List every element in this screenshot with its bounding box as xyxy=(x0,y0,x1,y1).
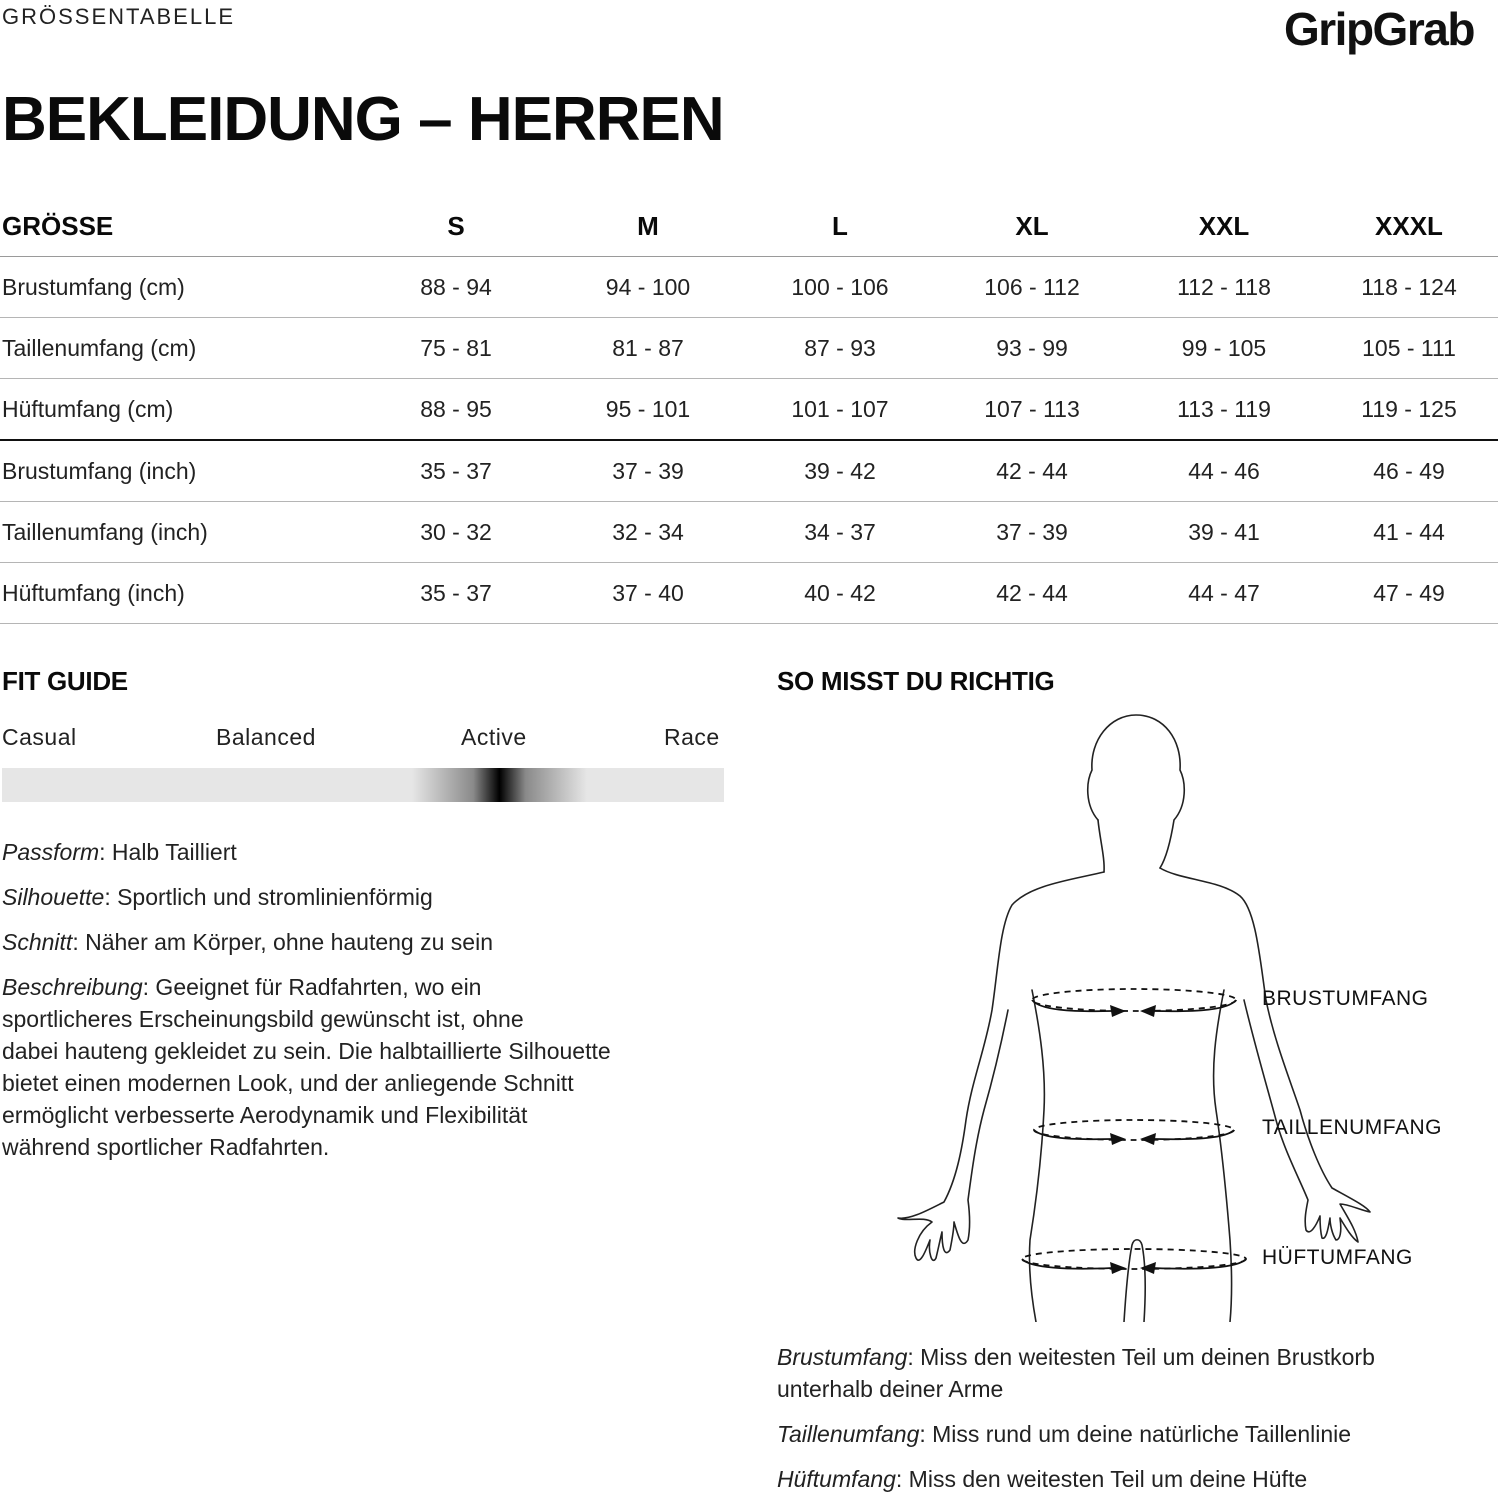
page-title: BEKLEIDUNG – HERREN xyxy=(2,85,724,154)
table-cell: 100 - 106 xyxy=(744,257,936,318)
description-line: während sportlicher Radfahrten. xyxy=(2,1134,330,1160)
row-label: Brustumfang (cm) xyxy=(0,257,360,318)
table-cell: 44 - 46 xyxy=(1128,440,1320,502)
table-cell: 112 - 118 xyxy=(1128,257,1320,318)
hip-arrow-right-icon xyxy=(1140,1262,1156,1274)
row-label: Taillenumfang (inch) xyxy=(0,502,360,563)
fit-scale-labels xyxy=(2,724,724,754)
table-cell: 46 - 49 xyxy=(1320,440,1498,502)
chest-measure-loop xyxy=(1032,989,1236,1011)
description-line: sportlicheres Erscheinungsbild gewünscht ist, ohne xyxy=(2,1006,524,1032)
table-cell: 88 - 94 xyxy=(360,257,552,318)
table-cell: 99 - 105 xyxy=(1128,318,1320,379)
brand-logo: GripGrab xyxy=(1284,3,1474,55)
note-term: Hüftumfang xyxy=(777,1466,896,1492)
row-label: Taillenumfang (cm) xyxy=(0,318,360,379)
table-row xyxy=(0,318,1498,379)
page-kicker: GRÖSSENTABELLE xyxy=(2,4,235,29)
table-cell: 35 - 37 xyxy=(360,563,552,624)
table-row xyxy=(0,379,1498,441)
row-label: Hüftumfang (inch) xyxy=(0,563,360,624)
table-cell: 101 - 107 xyxy=(744,379,936,441)
fit-guide-heading: FIT GUIDE xyxy=(2,666,128,696)
fit-scale-active: Active xyxy=(461,724,527,750)
table-cell: 87 - 93 xyxy=(744,318,936,379)
note-line: : Miss rund um deine natürliche Taillenlinie xyxy=(919,1421,1352,1447)
table-cell: 30 - 32 xyxy=(360,502,552,563)
description-line: : Geeignet für Radfahrten, wo ein xyxy=(142,974,482,1000)
detail-text: : Sportlich und stromlinienförmig xyxy=(104,884,433,910)
waist-arrow-left-line xyxy=(1034,1130,1112,1139)
table-cell: 32 - 34 xyxy=(552,502,744,563)
description-line: ermöglicht verbesserte Aerodynamik und Flexibilität xyxy=(2,1102,528,1128)
detail-text: : Halb Tailliert xyxy=(99,839,237,865)
size-header: M xyxy=(552,196,744,257)
torso-right-outline xyxy=(1160,868,1370,1242)
measure-heading: SO MISST DU RICHTIG xyxy=(777,666,1055,696)
table-row xyxy=(0,257,1498,318)
torso-left-outline xyxy=(898,872,1104,1260)
waist-arrow-right-icon xyxy=(1140,1133,1156,1145)
waist-arrow-left-icon xyxy=(1110,1133,1126,1145)
description-line: dabei hauteng gekleidet zu sein. Die halbtaillierte Silhouette xyxy=(2,1038,611,1064)
measure-note-hip xyxy=(777,1463,1307,1495)
chest-arrow-left-icon xyxy=(1110,1005,1126,1017)
table-cell: 93 - 99 xyxy=(936,318,1128,379)
size-header: XXL xyxy=(1128,196,1320,257)
table-cell: 35 - 37 xyxy=(360,440,552,502)
row-label: Brustumfang (inch) xyxy=(0,440,360,502)
size-header: XXXL xyxy=(1320,196,1498,257)
note-term: Brustumfang xyxy=(777,1344,908,1370)
size-corner-header: GRÖSSE xyxy=(0,196,360,257)
torso-right-side xyxy=(1214,990,1232,1322)
table-cell: 105 - 111 xyxy=(1320,318,1498,379)
note-line: unterhalb deiner Arme xyxy=(777,1376,1004,1402)
size-header: S xyxy=(360,196,552,257)
waist-measure-loop xyxy=(1034,1120,1234,1140)
table-cell: 95 - 101 xyxy=(552,379,744,441)
table-cell: 39 - 42 xyxy=(744,440,936,502)
table-row xyxy=(0,563,1498,624)
table-cell: 75 - 81 xyxy=(360,318,552,379)
size-table xyxy=(0,196,1498,624)
chest-arrow-right-icon xyxy=(1140,1005,1156,1017)
table-row xyxy=(0,502,1498,563)
table-cell: 94 - 100 xyxy=(552,257,744,318)
table-cell: 106 - 112 xyxy=(936,257,1128,318)
table-cell: 119 - 125 xyxy=(1320,379,1498,441)
table-cell: 44 - 47 xyxy=(1128,563,1320,624)
size-header-row xyxy=(0,196,1498,257)
fit-description xyxy=(2,971,722,1163)
table-cell: 40 - 42 xyxy=(744,563,936,624)
hip-arrow-left-icon xyxy=(1110,1262,1126,1274)
detail-term: Beschreibung xyxy=(2,974,143,1000)
detail-term: Silhouette xyxy=(2,884,105,910)
table-cell: 42 - 44 xyxy=(936,440,1128,502)
fit-detail-silhouette xyxy=(2,881,433,913)
hip-measure-loop xyxy=(1022,1249,1246,1269)
size-header: L xyxy=(744,196,936,257)
fit-scale-marker xyxy=(412,768,587,802)
table-cell: 42 - 44 xyxy=(936,563,1128,624)
table-cell: 37 - 39 xyxy=(936,502,1128,563)
table-cell: 37 - 39 xyxy=(552,440,744,502)
row-label: Hüftumfang (cm) xyxy=(0,379,360,441)
fit-scale-race: Race xyxy=(664,724,720,750)
note-line: : Miss den weitesten Teil um deine Hüfte xyxy=(895,1466,1308,1492)
detail-term: Passform xyxy=(2,839,100,865)
measure-note-chest xyxy=(777,1341,1477,1405)
fit-scale-bar xyxy=(2,768,724,802)
table-row xyxy=(0,440,1498,502)
table-cell: 81 - 87 xyxy=(552,318,744,379)
detail-term: Schnitt xyxy=(2,929,73,955)
waist-measure-label: TAILLENUMFANG xyxy=(1262,1116,1442,1139)
note-line: : Miss den weitesten Teil um deinen Brustkorb xyxy=(907,1344,1375,1370)
measure-note-waist xyxy=(777,1418,1351,1450)
hip-measure-label: HÜFTUMFANG xyxy=(1262,1246,1413,1269)
table-cell: 113 - 119 xyxy=(1128,379,1320,441)
fit-scale-casual: Casual xyxy=(2,724,77,750)
torso-left-side xyxy=(1029,990,1044,1322)
waist-arrow-right-line xyxy=(1154,1130,1234,1139)
size-header: XL xyxy=(936,196,1128,257)
table-cell: 34 - 37 xyxy=(744,502,936,563)
fit-detail-schnitt xyxy=(2,926,493,958)
neck-left xyxy=(1098,820,1104,872)
table-cell: 88 - 95 xyxy=(360,379,552,441)
table-cell: 37 - 40 xyxy=(552,563,744,624)
table-cell: 39 - 41 xyxy=(1128,502,1320,563)
table-cell: 41 - 44 xyxy=(1320,502,1498,563)
chest-measure-label: BRUSTUMFANG xyxy=(1262,987,1429,1010)
fit-detail-passform xyxy=(2,836,237,868)
table-cell: 107 - 113 xyxy=(936,379,1128,441)
note-term: Taillenumfang xyxy=(777,1421,920,1447)
fit-scale-balanced: Balanced xyxy=(216,724,316,750)
description-line: bietet einen modernen Look, und der anliegende Schnitt xyxy=(2,1070,574,1096)
crotch-outline xyxy=(1124,1240,1145,1322)
table-cell: 47 - 49 xyxy=(1320,563,1498,624)
body-outline-illustration xyxy=(880,710,1480,1322)
detail-text: : Näher am Körper, ohne hauteng zu sein xyxy=(72,929,493,955)
table-cell: 118 - 124 xyxy=(1320,257,1498,318)
